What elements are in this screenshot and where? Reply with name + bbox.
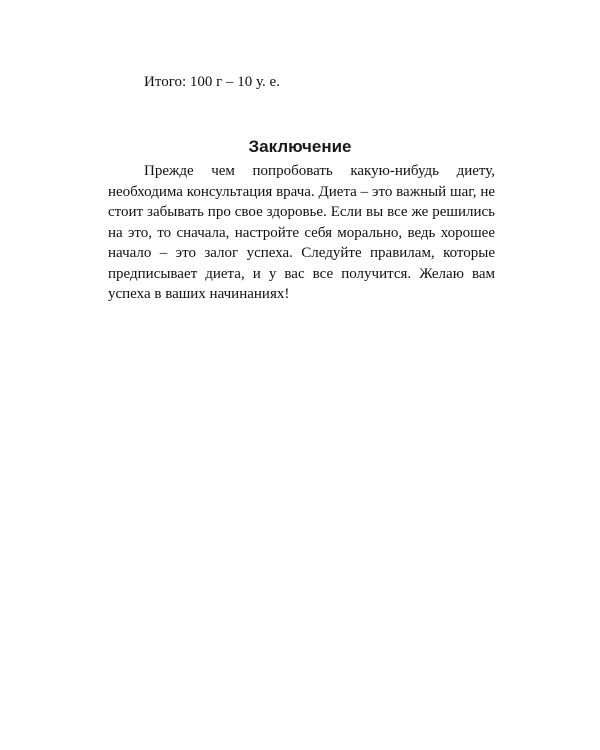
- conclusion-heading: Заключение: [248, 137, 352, 157]
- total-line: Итого: 100 г – 10 у. е.: [144, 74, 280, 90]
- conclusion-paragraph: Прежде чем попробовать какую-нибудь диету, необходима консультация врача. Диета – это важный шаг, не стоит забывать про свое здоровье. Если вы все же решились на это, то сначала, настройте себя морально, ведь хорошее начало – это залог успеха. Следуйте правилам, которые предписывает диета, и у вас все получится. Желаю вам успеха в ваших начинаниях!: [108, 163, 495, 302]
